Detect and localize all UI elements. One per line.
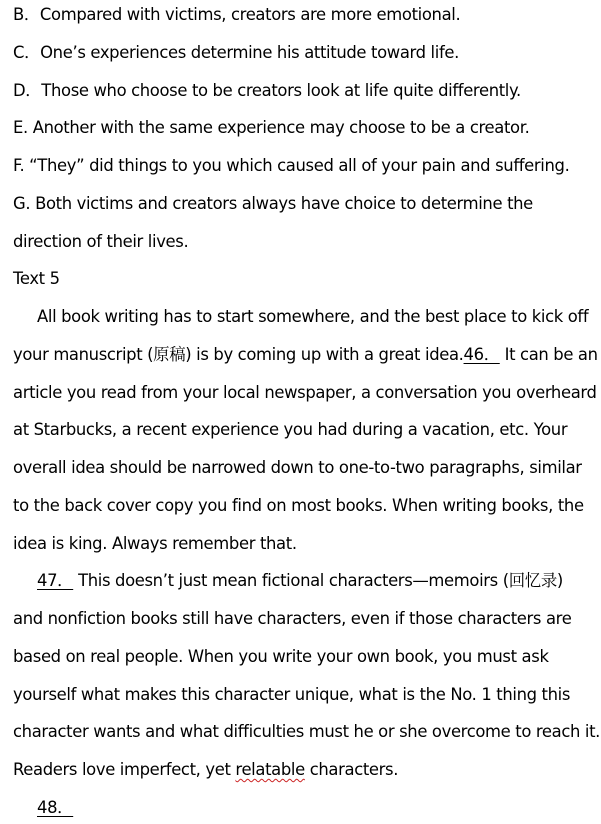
blank-48: 48． <box>37 798 74 817</box>
blank-46: 46． <box>463 345 500 364</box>
option-g-line-1: G. Both victims and creators always have choice to determine the <box>13 194 533 213</box>
paragraph-2-line-1 <box>37 570 563 592</box>
paragraph-1-line-2 <box>13 344 598 366</box>
spellcheck-word-relatable: relatable <box>235 760 305 779</box>
paragraph-1-line-4: at Starbucks, a recent experience you had during a vacation, etc. Your <box>13 420 568 439</box>
paragraph-2-line-1-text: This doesn’t just mean fictional characters—memoirs (回忆录) <box>73 571 563 590</box>
paragraph-1-line-3: article you read from your local newspaper, a conversation you overheard <box>13 383 597 402</box>
option-e: E. Another with the same experience may choose to be a creator. <box>13 118 530 137</box>
section-title: Text 5 <box>13 269 60 288</box>
paragraph-2-line-5: character wants and what difficulties must he or she overcome to reach it. <box>13 722 601 741</box>
paragraph-2-line-6-text-a: Readers love imperfect, yet <box>13 760 236 779</box>
blank-48-line <box>37 797 73 819</box>
option-b: B．Compared with victims, creators are more emotional. <box>13 5 461 24</box>
paragraph-1-line-6: to the back cover copy you find on most books. When writing books, the <box>13 496 584 515</box>
paragraph-2-line-6 <box>13 759 398 781</box>
paragraph-1-line-1: All book writing has to start somewhere, and the best place to kick off <box>37 307 589 326</box>
paragraph-1-line-5: overall idea should be narrowed down to one-to-two paragraphs, similar <box>13 458 582 477</box>
paragraph-2-line-2: and nonfiction books still have characters, even if those characters are <box>13 609 572 628</box>
blank-47: 47． <box>37 571 74 590</box>
paragraph-1-line-2-text-a: your manuscript (原稿) is by coming up with a great idea. <box>13 345 464 364</box>
option-c: C．One’s experiences determine his attitude toward life. <box>13 43 459 62</box>
option-f: F. “They” did things to you which caused all of your pain and suffering. <box>13 156 570 175</box>
option-d: D．Those who choose to be creators look at life quite differently. <box>13 81 521 100</box>
paragraph-2-line-4: yourself what makes this character unique, what is the No. 1 thing this <box>13 685 571 704</box>
paragraph-2-line-3: based on real people. When you write your own book, you must ask <box>13 647 549 666</box>
paragraph-1-line-2-text-b: It can be an <box>499 345 598 364</box>
paragraph-1-line-7: idea is king. Always remember that. <box>13 534 297 553</box>
paragraph-2-line-6-text-b: characters. <box>304 760 399 779</box>
option-g-line-2: direction of their lives. <box>13 232 189 251</box>
